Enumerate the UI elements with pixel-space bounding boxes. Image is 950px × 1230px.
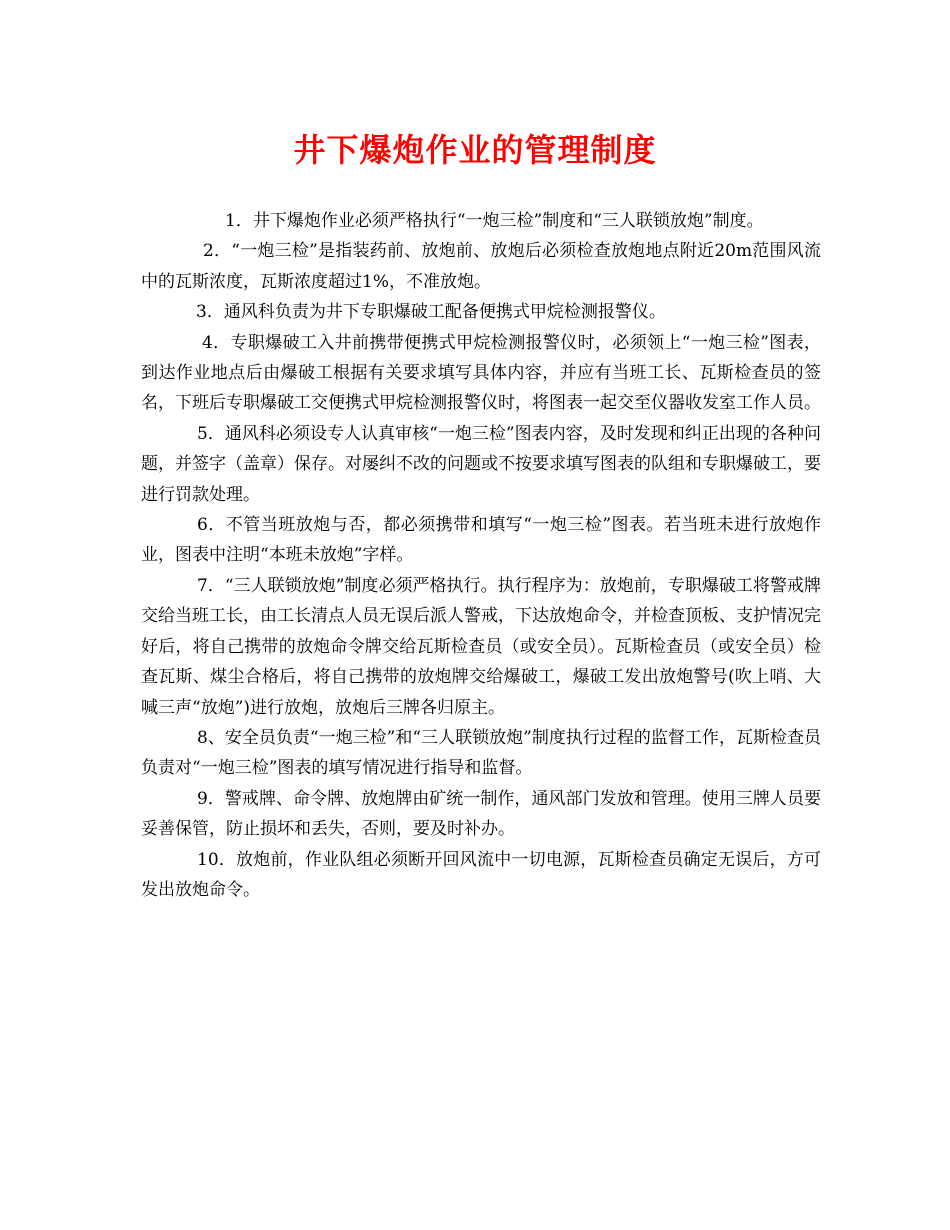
- paragraph-10: 10．放炮前，作业队组必须断开回风流中一切电源，瓦斯检查员确定无误后，方可发出放炮命令。: [141, 849, 821, 900]
- paragraph-6: 6．不管当班放炮与否，都必须携带和填写“一炮三检”图表。若当班未进行放炮作业，图表中注明“本班未放炮”字样。: [141, 515, 821, 566]
- document-body: [141, 206, 821, 905]
- paragraph-9: 9．警戒牌、命令牌、放炮牌由矿统一制作，通风部门发放和管理。使用三牌人员要妥善保管，防止损坏和丢失，否则，要及时补办。: [141, 788, 821, 840]
- paragraph-8: 8、安全员负责“一炮三检”和“三人联锁放炮”制度执行过程的监督工作，瓦斯检查员负责对“一炮三检”图表的填写情况进行指导和监督。: [141, 727, 821, 779]
- paragraph-5: 5．通风科必须设专人认真审核“一炮三检”图表内容，及时发现和纠正出现的各种问题，并签字（盖章）保存。对屡纠不改的问题或不按要求填写图表的队组和专职爆破工，要进行罚款处理。: [141, 423, 821, 505]
- document-title: 井下爆炮作业的管理制度: [293, 131, 657, 169]
- paragraph-4: 4．专职爆破工入井前携带便携式甲烷检测报警仪时，必须领上“一炮三检”图表，到达作业地点后由爆破工根据有关要求填写具体内容，并应有当班工长、瓦斯检查员的签名，下班后专职爆破工交便携式甲烷检测报警仪时，将图表一起交至仪器收发室工作人员。: [141, 332, 821, 414]
- paragraph-7: 7．“三人联锁放炮”制度必须严格执行。执行程序为：放炮前，专职爆破工将警戒牌交给当班工长，由工长清点人员无误后派人警戒，下达放炮命令，并检查顶板、支护情况完好后，将自己携带的放炮命令牌交给瓦斯检查员（或安全员）。瓦斯检查员（或安全员）检查瓦斯、煤尘合格后，将自己携带的放炮牌交给爆破工，爆破工发出放炮警号(吹上哨、大喊三声“放炮”)进行放炮，放炮后三牌各归原主。: [141, 575, 821, 718]
- paragraph-3: 3．通风科负责为井下专职爆破工配备便携式甲烷检测报警仪。: [196, 302, 666, 323]
- paragraph-2: 2．“一炮三检”是指装药前、放炮前、放炮后必须检查放炮地点附近20m范围风流中的瓦斯浓度，瓦斯浓度超过1%，不准放炮。: [141, 241, 821, 292]
- paragraph-1: 1．井下爆炮作业必须严格执行“一炮三检”制度和“三人联锁放炮”制度。: [225, 211, 764, 231]
